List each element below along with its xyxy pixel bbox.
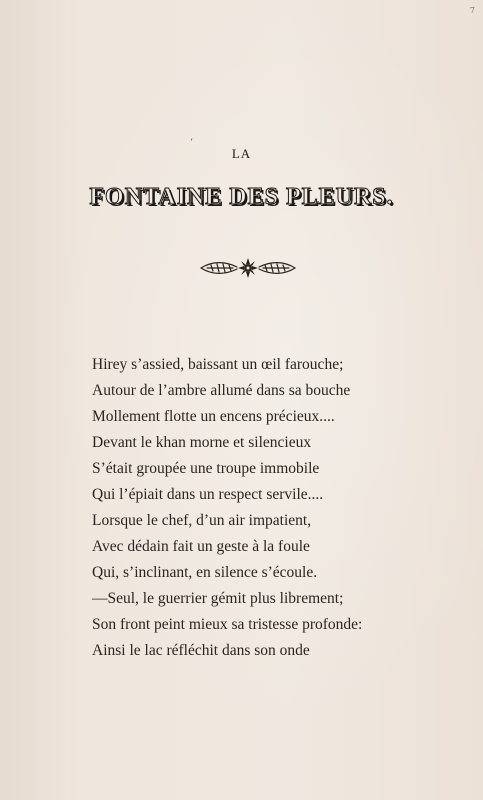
page-title: [0, 184, 483, 211]
poem-line: Mollement flotte un encens précieux....: [92, 408, 335, 425]
poem-line: S’était groupée une troupe immobile: [92, 460, 320, 477]
poem-line: Lorsque le chef, d’un air impatient,: [92, 512, 312, 529]
title-article: LA: [231, 146, 252, 161]
floral-divider-icon: [197, 257, 299, 279]
poem-line: Son front peint mieux sa tristesse profonde:: [92, 616, 363, 633]
poem-line: Qui l’épiait dans un respect servile....: [92, 486, 324, 503]
poem-line: Qui, s’inclinant, en silence s’écoule.: [92, 564, 318, 581]
poem-line: Avec dédain fait un geste à la foule: [92, 538, 310, 555]
poem-line: Hirey s’assied, baissant un œil farouche;: [92, 356, 344, 373]
poem-line: —Seul, le guerrier gémit plus librement;: [92, 590, 344, 607]
poem-line: Autour de l’ambre allumé dans sa bouche: [92, 382, 351, 399]
poem-line: Devant le khan morne et silencieux: [92, 434, 312, 451]
poem-line: Ainsi le lac réfléchit dans son onde: [92, 642, 310, 659]
poem-stanza: [92, 352, 452, 664]
page-title-text: FONTAINE DES PLEURS.: [89, 184, 394, 210]
page-number: 7: [469, 6, 475, 15]
ink-mark: ‘: [190, 138, 193, 148]
